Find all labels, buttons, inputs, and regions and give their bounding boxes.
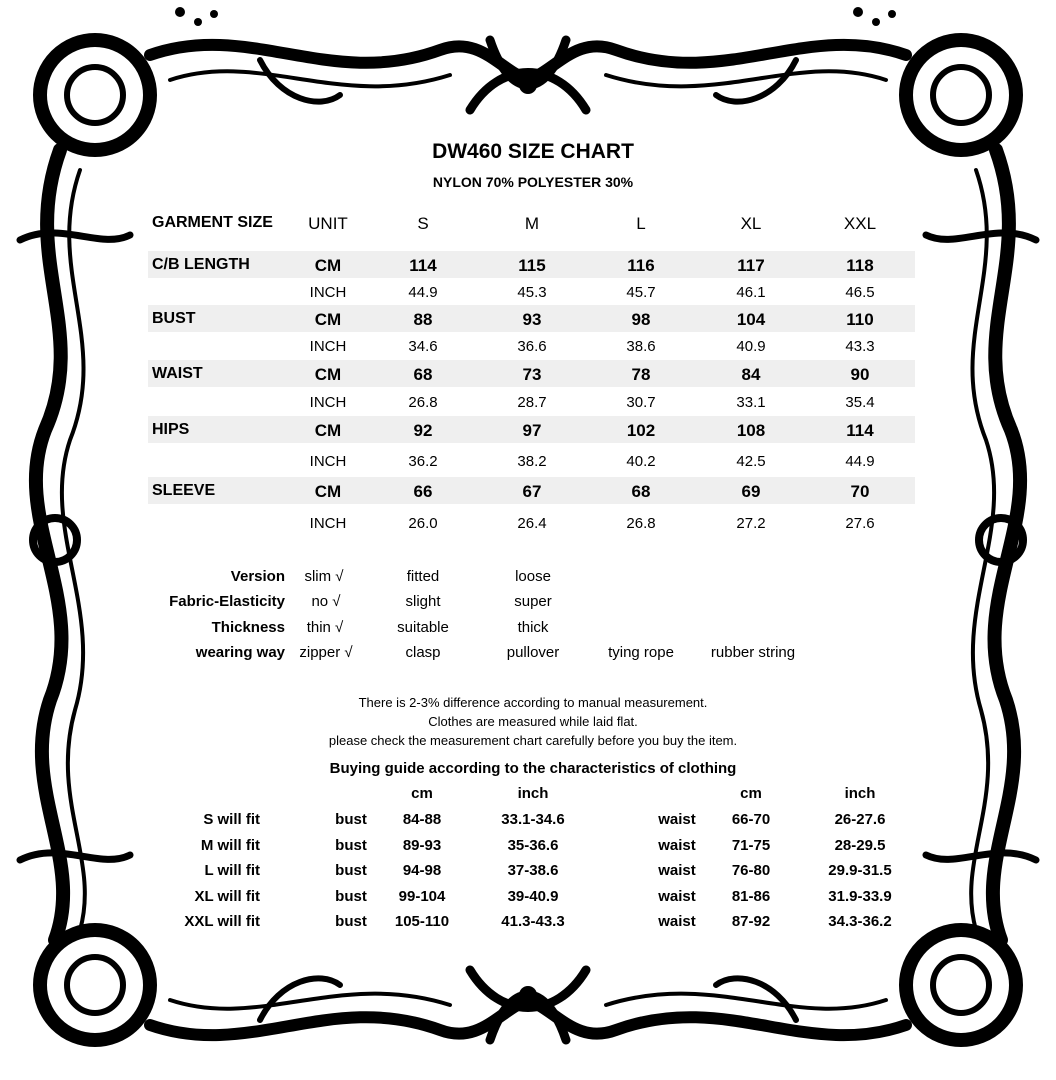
attribute-option: zipper √ (299, 644, 353, 661)
value-cell: 98 (631, 310, 651, 329)
value-cell: 102 (626, 421, 656, 440)
header-size-m: M (524, 214, 540, 233)
guide-bust-inch: 33.1-34.6 (501, 811, 565, 828)
value-cell: 117 (737, 256, 765, 275)
guide-waist-inch: 34.3-36.2 (828, 913, 892, 930)
guide-bust-inch: 37-38.6 (507, 862, 559, 879)
value-cell: 92 (413, 421, 433, 440)
attribute-option: suitable (397, 619, 449, 636)
header-size-xxl: XXL (843, 214, 877, 233)
value-cell: 34.6 (408, 338, 438, 355)
value-cell: 28.7 (517, 394, 547, 411)
attribute-option: slim √ (304, 568, 344, 585)
guide-bust-inch: 35-36.6 (507, 837, 559, 854)
header-size-s: S (417, 214, 429, 233)
value-cell: 44.9 (845, 453, 875, 470)
header-unit: UNIT (308, 214, 348, 233)
header-garment-size: GARMENT SIZE (152, 214, 273, 231)
value-cell: 67 (522, 482, 542, 501)
measurement-note: Clothes are measured while laid flat. (428, 714, 638, 729)
guide-header-bust-cm: cm (411, 785, 433, 802)
guide-waist-label: waist (658, 888, 696, 905)
guide-size: XL will fit (194, 888, 260, 905)
value-cell: 114 (409, 256, 437, 275)
guide-bust-label: bust (335, 888, 367, 905)
value-cell: 44.9 (408, 284, 438, 301)
guide-bust-cm: 99-104 (398, 888, 446, 905)
value-cell: 27.6 (845, 515, 875, 532)
value-cell: 33.1 (736, 394, 766, 411)
value-cell: 69 (741, 482, 761, 501)
guide-bust-cm: 94-98 (402, 862, 442, 879)
measurement-note: please check the measurement chart carefully before you buy the item. (328, 733, 738, 748)
value-cell: 40.2 (626, 453, 656, 470)
header-size-xl: XL (740, 214, 762, 233)
value-cell: 68 (413, 365, 433, 384)
guide-bust-inch: 41.3-43.3 (501, 913, 565, 930)
guide-waist-cm: 87-92 (731, 913, 771, 930)
guide-waist-cm: 76-80 (731, 862, 771, 879)
value-cell: 68 (631, 482, 651, 501)
unit-cm: CM (314, 310, 342, 329)
attribute-option: rubber string (710, 644, 796, 661)
guide-size: L will fit (204, 862, 260, 879)
guide-bust-cm: 89-93 (402, 837, 442, 854)
value-cell: 43.3 (845, 338, 875, 355)
unit-cm: CM (314, 421, 342, 440)
attribute-option: loose (515, 568, 551, 585)
row-label-waist: WAIST (152, 365, 203, 382)
unit-cm: CM (314, 482, 342, 501)
value-cell: 26.0 (408, 515, 438, 532)
value-cell: 45.7 (626, 284, 656, 301)
guide-waist-inch: 31.9-33.9 (828, 888, 892, 905)
attribute-label-wearing-way: wearing way (195, 644, 285, 661)
guide-waist-label: waist (658, 913, 696, 930)
header-size-l: L (636, 214, 646, 233)
guide-bust-label: bust (335, 811, 367, 828)
attribute-label-fabric-elasticity: Fabric-Elasticity (169, 593, 285, 610)
measurement-note: There is 2-3% difference according to manual measurement. (358, 695, 708, 710)
value-cell: 115 (518, 256, 546, 275)
value-cell: 26.8 (408, 394, 438, 411)
value-cell: 66 (413, 482, 433, 501)
value-cell: 35.4 (845, 394, 875, 411)
value-cell: 42.5 (736, 453, 766, 470)
value-cell: 108 (736, 421, 766, 440)
row-label-sleeve: SLEEVE (152, 482, 216, 499)
attribute-option: tying rope (608, 644, 674, 661)
attribute-option: pullover (506, 644, 560, 661)
guide-header-bust-inch: inch (517, 785, 549, 802)
buying-guide-title: Buying guide according to the characteristics of clothing (329, 760, 737, 777)
guide-waist-cm: 71-75 (731, 837, 771, 854)
attribute-option: thin √ (306, 619, 344, 636)
attribute-option: thick (517, 619, 549, 636)
value-cell: 46.1 (736, 284, 766, 301)
value-cell: 26.8 (626, 515, 656, 532)
guide-size: S will fit (203, 811, 260, 828)
unit-cm: CM (314, 256, 342, 275)
guide-waist-label: waist (658, 862, 696, 879)
value-cell: 30.7 (626, 394, 656, 411)
unit-inch: INCH (309, 453, 347, 470)
attribute-label-version: Version (230, 568, 285, 585)
attribute-option: clasp (405, 644, 441, 661)
value-cell: 97 (522, 421, 542, 440)
chart-title: DW460 SIZE CHART (432, 140, 634, 163)
attribute-option: fitted (406, 568, 440, 585)
guide-bust-cm: 84-88 (402, 811, 442, 828)
attribute-label-thickness: Thickness (211, 619, 285, 636)
guide-bust-label: bust (335, 913, 367, 930)
guide-bust-cm: 105-110 (394, 913, 450, 930)
value-cell: 114 (846, 421, 874, 440)
value-cell: 46.5 (845, 284, 875, 301)
guide-bust-inch: 39-40.9 (507, 888, 559, 905)
fabric-composition: NYLON 70% POLYESTER 30% (432, 174, 634, 190)
guide-bust-label: bust (335, 862, 367, 879)
guide-waist-label: waist (658, 811, 696, 828)
value-cell: 84 (741, 365, 761, 384)
value-cell: 104 (736, 310, 766, 329)
value-cell: 36.6 (517, 338, 547, 355)
value-cell: 36.2 (408, 453, 438, 470)
value-cell: 73 (522, 365, 542, 384)
unit-cm: CM (314, 365, 342, 384)
row-label-hips: HIPS (152, 421, 190, 438)
value-cell: 78 (631, 365, 651, 384)
value-cell: 38.6 (626, 338, 656, 355)
guide-waist-inch: 26-27.6 (834, 811, 886, 828)
attribute-option: slight (405, 593, 441, 610)
value-cell: 93 (522, 310, 542, 329)
guide-header-waist-inch: inch (844, 785, 876, 802)
value-cell: 116 (627, 256, 655, 275)
guide-waist-label: waist (658, 837, 696, 854)
value-cell: 45.3 (517, 284, 547, 301)
value-cell: 88 (413, 310, 433, 329)
attribute-option: super (514, 593, 552, 610)
attribute-option: no √ (311, 593, 341, 610)
value-cell: 26.4 (517, 515, 547, 532)
value-cell: 70 (850, 482, 870, 501)
guide-size: M will fit (200, 837, 260, 854)
guide-bust-label: bust (335, 837, 367, 854)
value-cell: 90 (850, 365, 870, 384)
row-label-bust: BUST (152, 310, 196, 327)
guide-waist-cm: 66-70 (731, 811, 771, 828)
row-label-cb-length: C/B LENGTH (152, 256, 250, 273)
guide-waist-inch: 29.9-31.5 (828, 862, 892, 879)
value-cell: 40.9 (736, 338, 766, 355)
guide-size: XXL will fit (184, 913, 260, 930)
value-cell: 38.2 (517, 453, 547, 470)
guide-waist-cm: 81-86 (731, 888, 771, 905)
unit-inch: INCH (309, 394, 347, 411)
value-cell: 110 (846, 310, 874, 329)
unit-inch: INCH (309, 515, 347, 532)
unit-inch: INCH (309, 284, 347, 301)
guide-header-waist-cm: cm (740, 785, 762, 802)
guide-waist-inch: 28-29.5 (834, 837, 886, 854)
value-cell: 118 (846, 256, 874, 275)
value-cell: 27.2 (736, 515, 766, 532)
unit-inch: INCH (309, 338, 347, 355)
